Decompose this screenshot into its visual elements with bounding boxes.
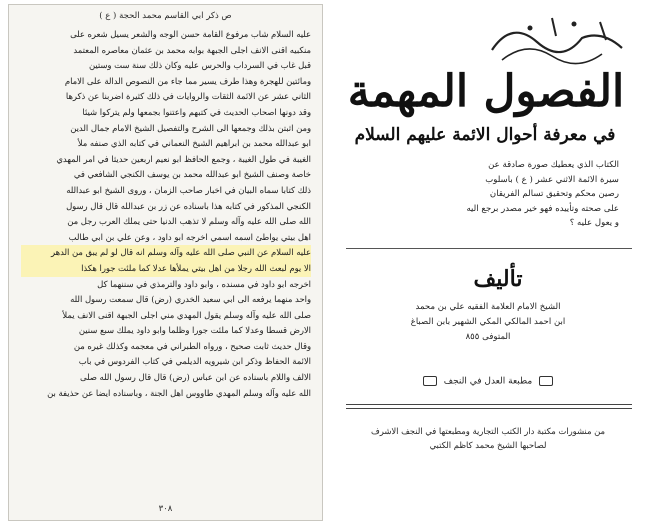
body-line: وقال حديث ثابت صحيح ، ورواه الطبراني في معجمه وكذلك غيره من (73, 340, 311, 351)
description-line: رصين محكم وتحقيق تسالم الفريقان (489, 189, 619, 199)
body-line: اخرجه ابو داود في مسنده ، وابو داود والترمذي في سننهما كل (97, 278, 311, 289)
imprint-line: من منشورات مكتبة دار الكتب التجارية ومطبعتها في النجف الاشرف (371, 426, 605, 436)
body-line: ومائتين للهجرة وهذا طرف يسير مما جاء من النصوص الدالة على الامام (64, 75, 311, 86)
footer-rule (346, 408, 632, 409)
author-death-year: المتوفى ٨٥٥ (465, 332, 511, 342)
body-line: ومن اثبتن بذلك وجمعها الى الشرح والتفصيل الشيخ الامام جمال الدين (70, 122, 311, 133)
body-line: اهل بيتي يواطئ اسمه اسمي اخرجه ابو داود ، وعن علي بن ابي طالب (68, 231, 311, 242)
imprint-line: لصاحبها الشيخ محمد كاظم الكتبي (429, 440, 547, 450)
body-line: الغيبة في طول الغيبة ، وجمع الحافظ ابو نعيم اربعين حديثا في امر المهدي (56, 153, 311, 164)
body-line: الله عليه وآله وسلم المهدي طاووس اهل الجنة ، وباسناده ايضا عن حذيفة بن (47, 387, 311, 398)
press-mark-icon (539, 376, 553, 386)
description-line: و يعول عليه ؟ (569, 218, 619, 228)
body-line: الالف واللام باسناده عن ابن عباس (رض) قال قال رسول الله صلى (80, 372, 311, 383)
body-line: قبل غاب في السرداب والحرس عليه وكان ذلك سنة ست وستين (88, 60, 311, 71)
description-line: الكتاب الذي يعطيك صورة صادقة عن (488, 160, 619, 170)
book-description (357, 158, 619, 231)
highlighted-line: عليه السلام عن النبي صلى الله عليه وآله وسلم انه قال لو لم يبق من الدهر (21, 245, 311, 261)
body-line: منكبيه اقنى الانف اجلى الجبهة بوابه محمد بن عثمان معاصره المعتمد (73, 44, 311, 55)
publisher-line (371, 376, 605, 387)
separator-rule (346, 248, 632, 249)
running-header: ص ذكر ابي القاسم محمد الحجة ( ع ) (99, 11, 232, 21)
page-number: ٣٠٨ (158, 504, 173, 514)
body-line: خاصة وصنف الشيخ ابو عبدالله محمد بن يوسف الكنجي الشافعي في (73, 169, 311, 180)
body-line: واحد منهما يرفعه الى ابي سعيد الخدري (رض) قال سمعت رسول الله (70, 294, 311, 305)
book-subtitle: في معرفة أحوال الائمة عليهم السلام (354, 125, 616, 145)
publisher-name: مطبعة العدل في النجف (443, 376, 533, 387)
highlighted-line: الا يوم لبعث الله رجلا من اهل بيتي يملأها عدلا كما ملئت جورا هكذا (21, 261, 311, 277)
body-line: ذلك كتابا سماه البيان في اخبار صاحب الزمان ، وروى الشيخ ابو عبدالله (66, 184, 311, 195)
body-line: الارض قسطا وعدلا كما ملئت جورا وظلما وابو داود يملك سبع سنين (78, 325, 311, 336)
calligraphy-ornament-icon (482, 10, 632, 70)
imprint-note (345, 424, 631, 452)
body-line: الثاني عشر عن الائمة الثقات والروايات في ذلك كثيرة اضربنا عن ذكرها (65, 91, 311, 102)
body-line: وقد دونها اصحاب الحديث في كتبهم واعتنوا بجمعها ولم يتركوا شيئا (82, 106, 311, 117)
body-text (21, 27, 311, 401)
body-line: صلى الله عليه وآله وسلم يقول المهدي مني اجلى الجبهة اقنى الانف يملأ (62, 309, 311, 320)
author-info (361, 300, 615, 345)
body-line: عليه السلام شاب مرفوع القامة حسن الوجه والشعر يسيل شعره على (70, 29, 311, 39)
author-line: ابن احمد المالكي المكي الشهير بابن الصباغ (410, 317, 566, 327)
press-mark-icon (423, 376, 437, 386)
body-line: الكنجي المذكور في كتابه هذا باسناده عن زر بن عبدالله قال قال رسول (66, 200, 311, 211)
description-line: سيرة الائمة الاثني عشر ( ع ) باسلوب (485, 174, 619, 185)
author-line: الشيخ الامام العلامة الفقيه علي بن محمد (415, 302, 561, 312)
author-heading: تأليف (473, 266, 523, 292)
body-line: الائمة الحفاظ وذكر ابن شيرويه الديلمي في كتاب الفردوس في باب (78, 356, 311, 367)
description-line: على صحته وتأييده فهو خير مصدر برجع اليه (466, 203, 619, 214)
footer-rule (346, 404, 632, 405)
title-page (332, 4, 645, 521)
body-line: الله صلى الله عليه وآله وسلم لا تذهب الدنيا حتى يملك العرب رجل من (67, 216, 311, 227)
body-line: ابو عبدالله محمد بن ابراهيم الشيخ النعماني في كتابه الذي صنفه ملأ (77, 138, 311, 149)
book-title: الفصول المهمة (347, 66, 625, 117)
left-page (8, 4, 323, 521)
